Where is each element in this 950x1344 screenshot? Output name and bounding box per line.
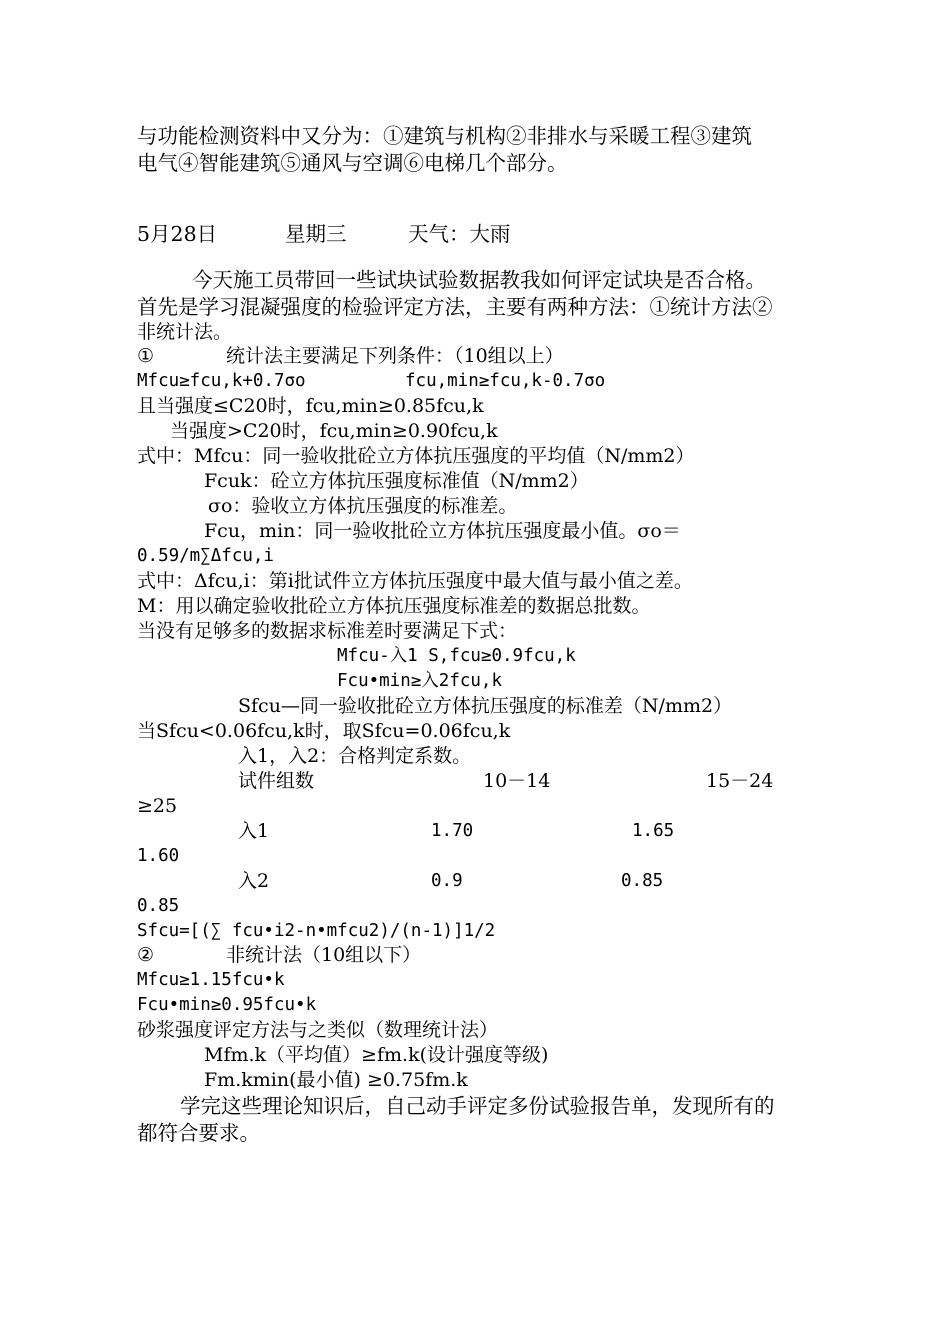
text-line: 统计法主要满足下列条件：（10组以上） [226, 345, 564, 367]
definition-line: 式中：Δfcu,i：第i批试件立方体抗压强度中最大值与最小值之差。 [137, 570, 693, 592]
table-header-cell: 10－14 [483, 770, 551, 792]
formula-line: fcu,min≥fcu,k-0.7σo [405, 371, 606, 391]
table-cell: 0.9 [431, 871, 463, 891]
table-row-label: 入2 [238, 870, 270, 892]
formula-line: 当Sfcu<0.06fcu,k时，取Sfcu=0.06fcu,k [137, 720, 511, 742]
diary-date: 5月28日 [137, 222, 218, 246]
table-cell: 1.70 [431, 821, 474, 841]
definition-line: 式中：Mfcu：同一验收批砼立方体抗压强度的平均值（N/mm2） [137, 445, 695, 467]
formula-line: Mfcu≥fcu,k+0.7σo [137, 371, 306, 391]
formula-line: 且当强度≤C20时，fcu,min≥0.85fcu,k [137, 395, 484, 417]
definition-line: Fcu，min：同一验收批砼立方体抗压强度最小值。σo＝ [204, 520, 681, 542]
text-line: 今天施工员带回一些试块试验数据教我如何评定试块是否合格。 [192, 268, 766, 292]
formula-line: 当强度>C20时，fcu,min≥0.90fcu,k [170, 420, 498, 442]
diary-weather: 天气：大雨 [408, 222, 511, 246]
formula-line: Mfm.k（平均值）≥fm.k(设计强度等级) [204, 1044, 549, 1066]
definition-line: M：用以确定验收批砼立方体抗压强度标准差的数据总批数。 [137, 595, 651, 617]
formula-line: 0.59/m∑Δfcu,i [137, 546, 274, 566]
list-marker: ② [137, 944, 155, 966]
table-cell: 0.85 [137, 896, 180, 916]
table-header-label: 试件组数 [238, 770, 315, 792]
table-header-cell: ≥25 [137, 795, 178, 817]
definition-line: 入1，入2：合格判定系数。 [238, 745, 472, 767]
table-cell: 1.60 [137, 846, 180, 866]
formula-line: Mfcu-入1 S,fcu≥0.9fcu,k [337, 646, 576, 666]
text-line: 与功能检测资料中又分为：①建筑与机构②非排水与采暖工程③建筑 [137, 124, 752, 148]
definition-line: σo：验收立方体抗压强度的标准差。 [208, 495, 518, 517]
table-header-cell: 15－24 [706, 770, 774, 792]
text-line: 电气④智能建筑⑤通风与空调⑥电梯几个部分。 [137, 151, 568, 175]
table-row-label: 入1 [238, 820, 270, 842]
text-line: 非统计法（10组以下） [226, 944, 422, 966]
text-line: 砂浆强度评定方法与之类似（数理统计法） [137, 1019, 499, 1041]
formula-line: Fm.kmin(最小值) ≥0.75fm.k [204, 1069, 468, 1091]
diary-weekday: 星期三 [285, 222, 347, 246]
formula-line: Fcu•min≥入2fcu,k [337, 671, 503, 691]
formula-line: Sfcu=[(∑ fcu•i2-n•mfcu2)/(n-1)]1/2 [137, 921, 496, 941]
text-line: 学完这些理论知识后，自己动手评定多份试验报告单，发现所有的 [180, 1094, 775, 1118]
text-line: 都符合要求。 [137, 1121, 260, 1145]
list-marker: ① [137, 345, 155, 367]
table-cell: 1.65 [632, 821, 675, 841]
text-line: 首先是学习混凝强度的检验评定方法，主要有两种方法：①统计方法② [137, 295, 773, 319]
definition-line: Sfcu—同一验收批砼立方体抗压强度的标准差（N/mm2） [238, 695, 733, 717]
formula-line: Mfcu≥1.15fcu•k [137, 970, 285, 990]
text-line: 非统计法。 [137, 321, 233, 343]
text-line: 当没有足够多的数据求标准差时要满足下式： [137, 620, 518, 642]
formula-line: Fcu•min≥0.95fcu•k [137, 995, 317, 1015]
table-cell: 0.85 [621, 871, 664, 891]
definition-line: Fcuk：砼立方体抗压强度标准值（N/mm2） [204, 470, 589, 492]
